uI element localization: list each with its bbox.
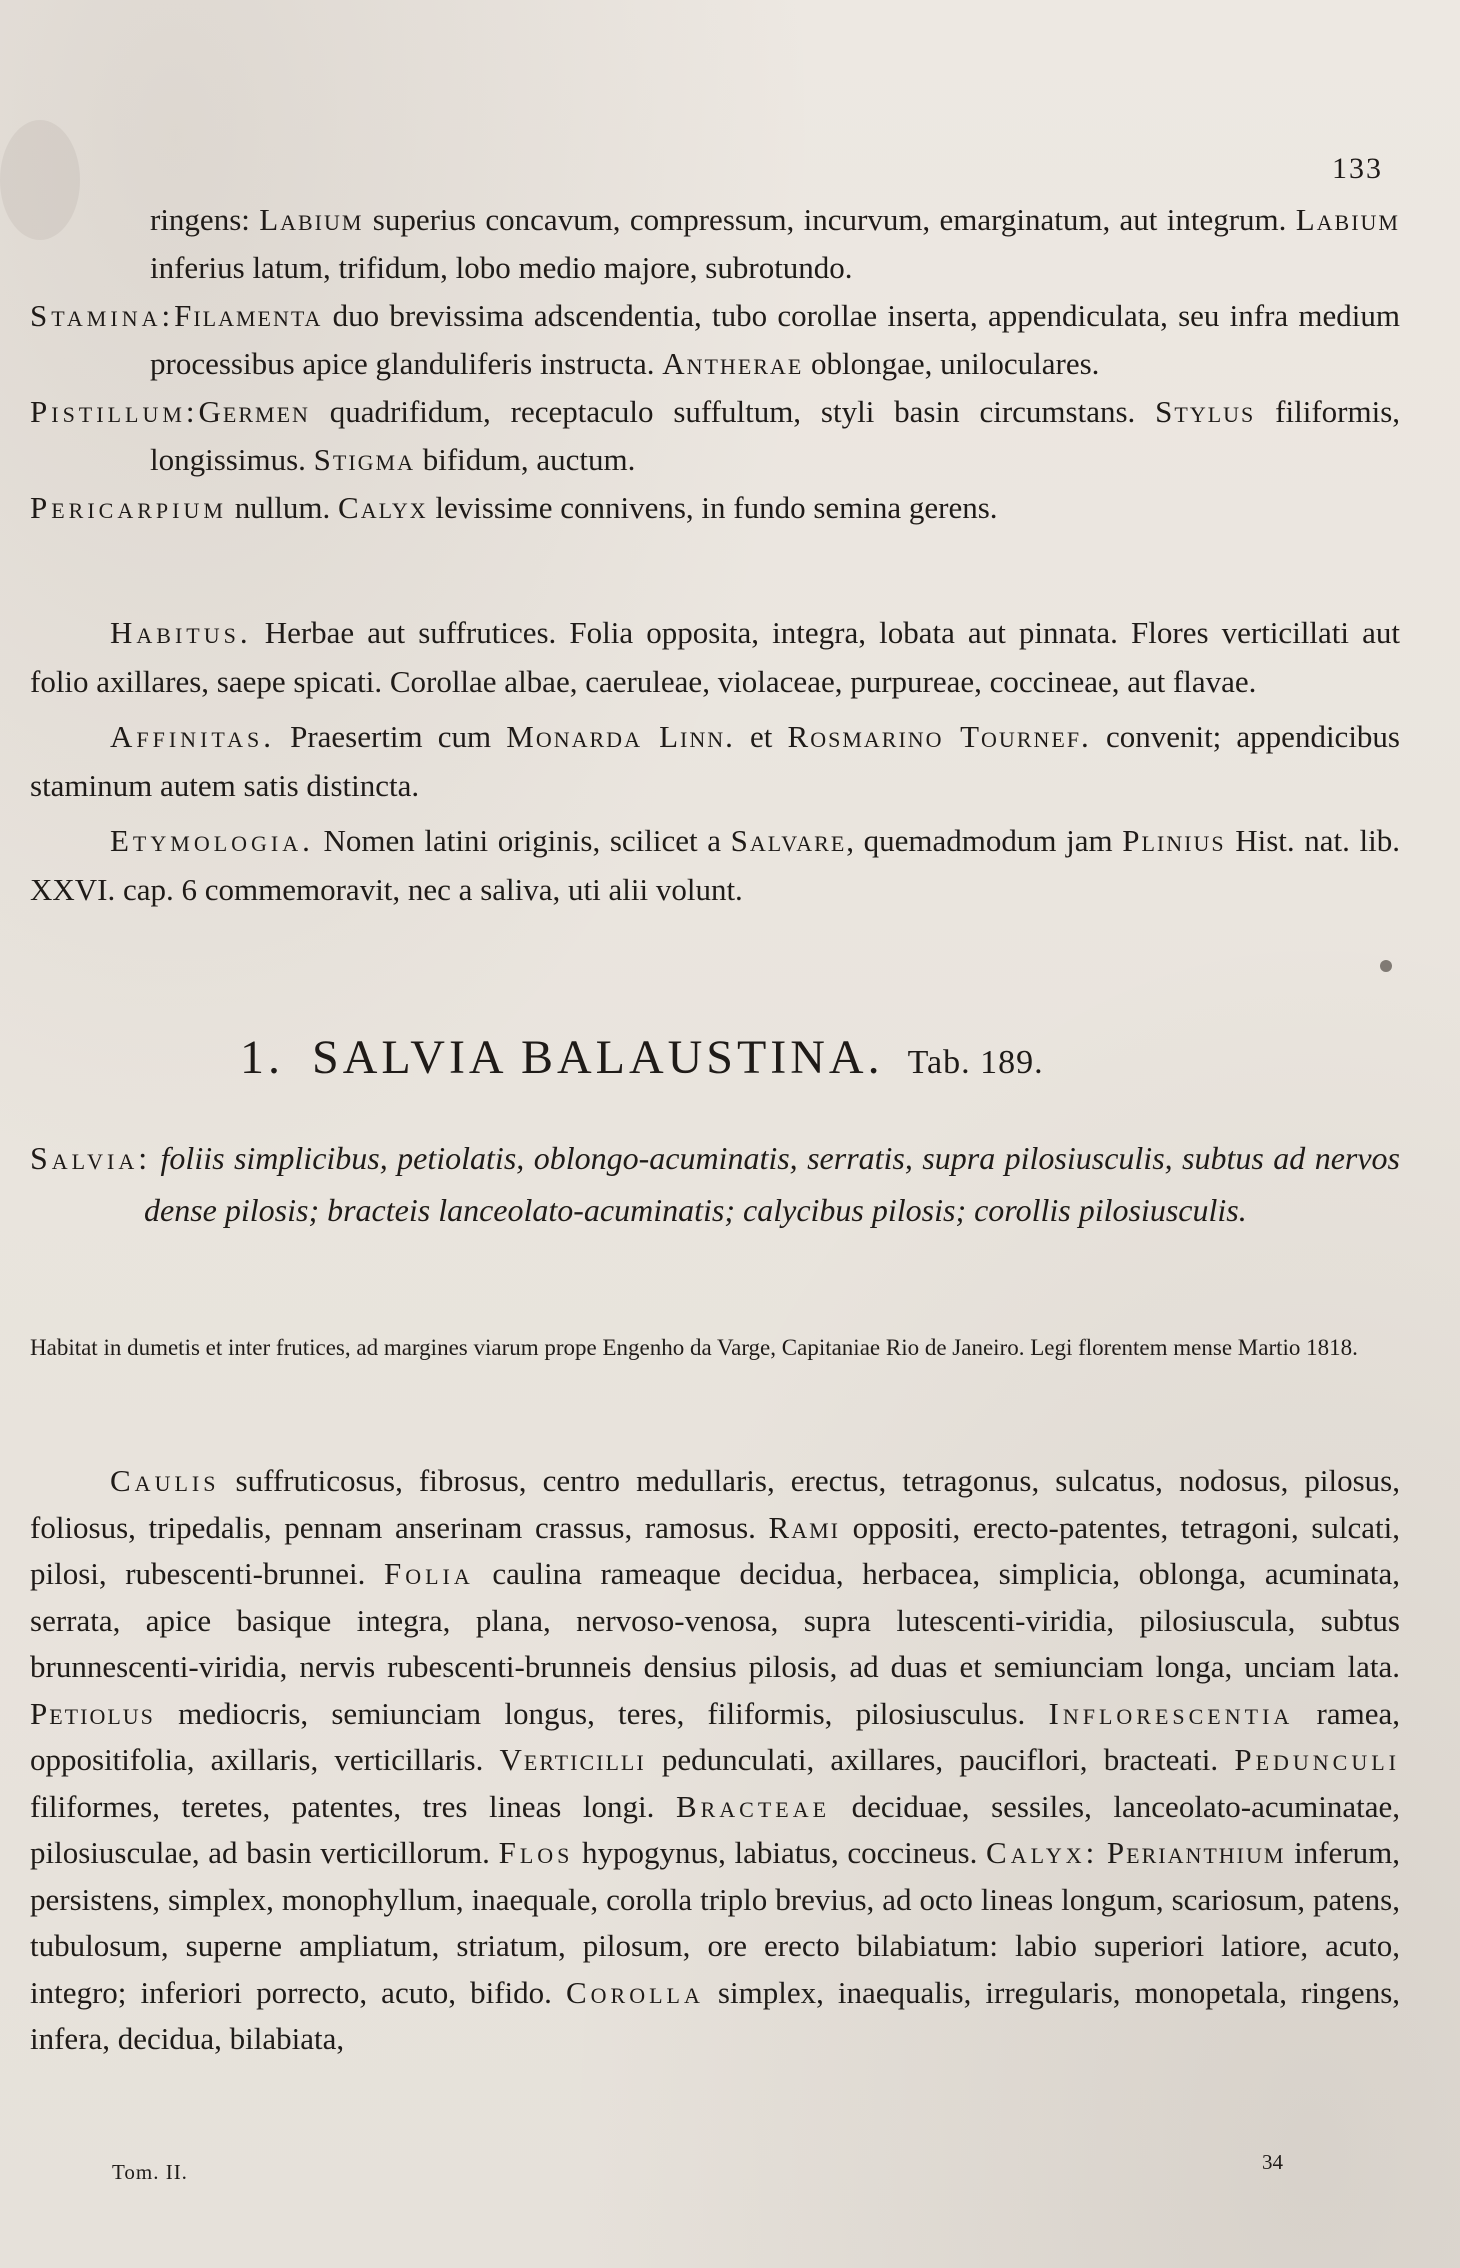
rami-term: Rami [768,1509,840,1545]
text-run [1098,1835,1107,1870]
habitus-label: Habitus. [110,615,252,650]
pistillum-label: Pistillum: [30,394,199,429]
diagnosis-paragraph [30,1132,1400,1236]
text-run: convenit; appendicibus staminum autem satis distincta. [30,719,1400,803]
flos-term: Flos [498,1835,574,1870]
pedunculi-term: Pedunculi [1234,1742,1400,1777]
folia-term: Folia [383,1556,474,1591]
species-diagnosis [30,1132,1400,1236]
monarda-term: Monarda Linn. [506,719,735,754]
species-title [240,1030,1044,1085]
text-run: pedunculati, axillares, pauciflori, bracteati. [645,1742,1235,1777]
stamina-paragraph [30,196,1400,292]
rosmarino-term: Rosmarino Tournef. [787,719,1091,754]
habitat-text: Habitat in dumetis et inter frutices, ad margines viarum prope Engenho da Varge, Capitaniae Rio de Janeiro. Legi florentem mense Martio 1818. [30,1335,1358,1360]
ringens-lead: ringens: [150,202,260,237]
antherae-term: Antherae [662,346,804,381]
stamina-paragraph [30,292,1400,388]
text-run: inferum, persistens, simplex, monophyllum, inaequale, corolla triplo brevius, ad octo lineas longum, scariosum, patens, tubulosum, superne ampliatum, striatum, pilosum, ore erecto bilabiatum: labio superiori latiore, acuto, integro; inferiori porrecto, acuto, bifido. [30,1835,1401,2010]
caulis-term: Caulis [110,1463,220,1498]
labium-term: Labium [1295,202,1400,237]
stigma-term: Stigma [313,442,415,477]
pericarpium-paragraph [30,484,1400,532]
diagnosis-label: Salvia: [30,1140,152,1176]
species-description [30,1458,1400,2063]
text-run: bifidum, auctum. [415,442,636,477]
description-paragraph [30,1458,1400,2063]
text-run: inferius latum, trifidum, lobo medio majore, subrotundo. [150,250,853,285]
petiolus-term: Petiolus [30,1695,155,1731]
corolla-term: Corolla [565,1974,704,2010]
species-number: 1. [240,1031,284,1084]
inflorescentia-term: Inflorescentia [1048,1695,1294,1731]
text-run: mediocris, semiunciam longus, teres, filiformis, pilosiusculus. [154,1695,1049,1731]
calyx-term: Calyx: [986,1835,1099,1870]
text-run: deciduae, sessiles, lanceolato-acuminatae, pilosiusculae, ad basin verticillorum. [30,1788,1401,1870]
diagnosis-text: foliis simplicibus, petiolatis, oblongo-acuminatis, serratis, supra pilosiusculis, subtus ad nervos dense pilosis; bracteis lanceolato-acuminatis; calycibus pilosis; corollis pilosiusculis. [144,1140,1401,1228]
pistillum-paragraph [30,388,1400,484]
etymologia-label: Etymologia. [110,823,314,858]
text-run: ramea, oppositifolia, axillaris, verticillaris. [30,1695,1400,1777]
habitus-paragraph [30,608,1400,706]
genus-characters [30,196,1400,532]
text-run: et [734,719,788,754]
plate-reference: Tab. 189. [907,1044,1044,1081]
signature-mark: 34 [1262,2150,1283,2174]
text-run: oblongae, uniloculares. [803,346,1100,381]
text-run: duo brevissima adscendentia, tubo corollae inserta, appendiculata, seu infra medium processibus apice glanduliferis instructa. [150,298,1400,381]
text-run: suffruticosus, fibrosus, centro medullaris, erectus, tetragonus, sulcatus, nodosus, pilosus, foliosus, tripedalis, pennam anserinam crassus, ramosus. [30,1463,1400,1545]
text-run: filiformis, longissimus. [150,394,1401,477]
species-name: SALVIA BALAUSTINA. [312,1031,884,1084]
text-run: oppositi, erecto-patentes, tetragoni, sulcati, pilosi, rubescenti-brunnei. [30,1509,1400,1591]
etymologia-paragraph [30,816,1400,914]
calyx-term: Calyx [338,490,428,525]
text-run: Herbae aut suffrutices. Folia opposita, integra, lobata aut pinnata. Flores verticillati aut folio axillares, saepe spicati. Corollae albae, caeruleae, violaceae, purpureae, coccineae, aut flavae. [30,615,1400,699]
filamenta-term: Filamenta [174,298,323,333]
perianthium-term: Perianthium [1106,1835,1286,1870]
text-run: Praesertim cum [274,719,507,754]
text-run: caulina rameaque decidua, herbacea, simplicia, oblonga, acuminata, serrata, apice basique integra, plana, nervoso-venosa, supra lutescenti-viridia, pilosiuscula, subtus brunnescenti-viridia, nervis rubescenti-brunneis densius pilosis, ad duas et semiunciam longa, unciam lata. [30,1556,1400,1684]
habitat-note [30,1330,1400,1366]
verticilli-term: Verticilli [499,1742,646,1777]
affinitas-paragraph [30,712,1400,810]
affinitas-label: Affinitas. [110,719,275,754]
labium-term: Labium [259,202,364,237]
text-run: quadrifidum, receptaculo suffultum, styli basin circumstans. [309,394,1156,429]
paper-stain [1380,960,1392,972]
text-run: levissime connivens, in fundo semina gerens. [427,490,998,525]
text-run: , quemadmodum jam [846,823,1123,858]
text-run: filiformes, teretes, patentes, tres lineas longi. [30,1788,676,1824]
germen-term: Germen [198,394,310,429]
stamina-label: Stamina: [30,298,175,333]
pericarpium-label: Pericarpium [30,490,227,525]
text-run: simplex, inaequalis, irregularis, monopetala, ringens, infera, decidua, bilabiata, [30,1974,1401,2056]
text-run: Hist. nat. lib. XXVI. cap. 6 commemoravit, nec a saliva, uti alii volunt. [30,823,1401,907]
genus-notes [30,608,1400,914]
text-run: superius concavum, compressum, incurvum, emarginatum, aut integrum. [363,202,1296,237]
page-number: 133 [1332,152,1383,185]
text-run: nullum. [226,490,339,525]
salvare-term: Salvare [730,823,847,858]
stylus-term: Stylus [1155,394,1256,429]
plinius-term: Plinius [1122,823,1226,858]
text-run: hypogynus, labiatus, coccineus. [573,1835,987,1870]
text-run: Nomen latini originis, scilicet a [313,823,731,858]
volume-marker: Tom. II. [112,2160,188,2184]
bracteae-term: Bracteae [675,1788,831,1824]
